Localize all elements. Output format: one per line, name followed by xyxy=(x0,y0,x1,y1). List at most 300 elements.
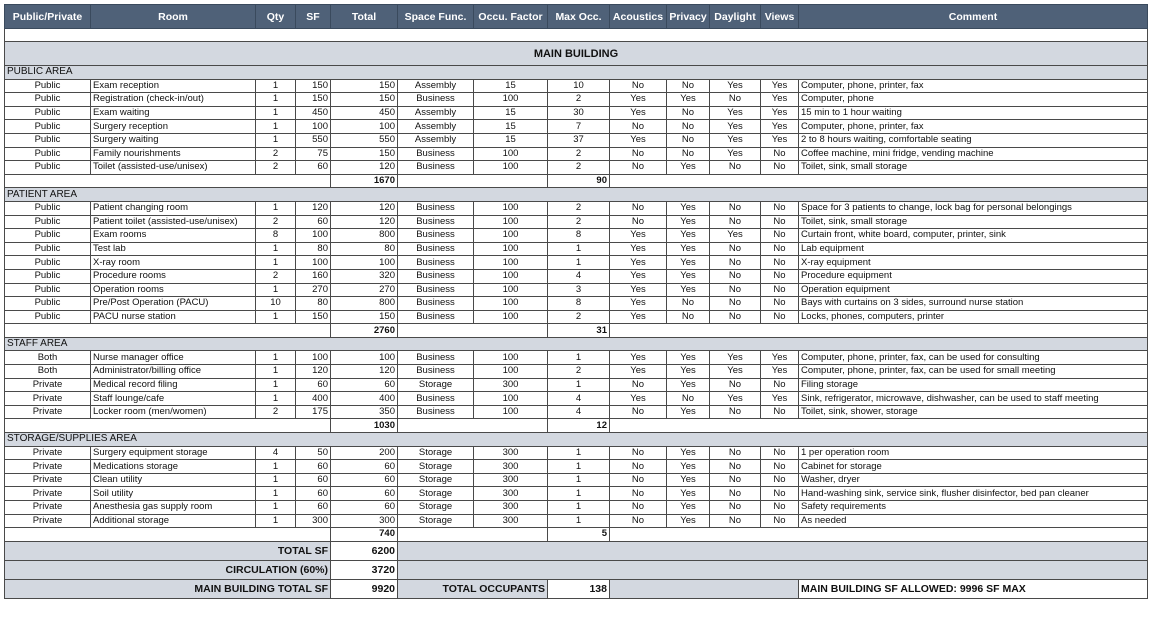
comment-cell: Toilet, sink, small storage xyxy=(799,161,1148,175)
qty-cell: 1 xyxy=(256,201,296,215)
views-cell: No xyxy=(761,446,799,460)
room-cell: PACU nurse station xyxy=(91,310,256,324)
sf-cell: 100 xyxy=(296,256,331,270)
total-cell: 120 xyxy=(331,365,398,379)
main-total-value: 9920 xyxy=(331,579,398,598)
sf-subtotal: 1030 xyxy=(331,419,398,433)
room-cell: Medications storage xyxy=(91,460,256,474)
header-sf: SF xyxy=(296,5,331,29)
acoustics-cell: Yes xyxy=(610,106,667,120)
subtotal-spacer xyxy=(398,419,548,433)
comment-cell: 1 per operation room xyxy=(799,446,1148,460)
table-row xyxy=(5,487,1148,501)
views-cell: Yes xyxy=(761,79,799,93)
views-cell: No xyxy=(761,283,799,297)
comment-cell: 15 min to 1 hour waiting xyxy=(799,106,1148,120)
subtotal-spacer xyxy=(5,324,331,338)
table-row xyxy=(5,106,1148,120)
public-private-cell: Public xyxy=(5,79,91,93)
space-func-cell: Business xyxy=(398,229,474,243)
views-cell: No xyxy=(761,460,799,474)
space-func-cell: Business xyxy=(398,365,474,379)
circulation-row xyxy=(5,560,1148,579)
room-cell: Clean utility xyxy=(91,473,256,487)
subtotal-spacer xyxy=(398,324,548,338)
sf-cell: 60 xyxy=(296,473,331,487)
table-row xyxy=(5,283,1148,297)
occu-factor-cell: 300 xyxy=(474,487,548,501)
table-row xyxy=(5,120,1148,134)
max-occ-cell: 2 xyxy=(548,161,610,175)
occu-factor-cell: 100 xyxy=(474,297,548,311)
subtotal-row xyxy=(5,324,1148,338)
privacy-cell: No xyxy=(667,79,710,93)
public-private-cell: Private xyxy=(5,405,91,419)
header-total: Total xyxy=(331,5,398,29)
privacy-cell: Yes xyxy=(667,269,710,283)
room-cell: Exam waiting xyxy=(91,106,256,120)
public-private-cell: Private xyxy=(5,392,91,406)
subtotal-spacer xyxy=(610,528,1148,542)
total-cell: 120 xyxy=(331,161,398,175)
sf-cell: 60 xyxy=(296,487,331,501)
header-daylight: Daylight xyxy=(710,5,761,29)
space-func-cell: Storage xyxy=(398,460,474,474)
room-cell: Surgery equipment storage xyxy=(91,446,256,460)
qty-cell: 8 xyxy=(256,229,296,243)
public-private-cell: Public xyxy=(5,229,91,243)
occu-factor-cell: 100 xyxy=(474,256,548,270)
sf-subtotal: 740 xyxy=(331,528,398,542)
daylight-cell: No xyxy=(710,269,761,283)
space-func-cell: Storage xyxy=(398,378,474,392)
views-cell: No xyxy=(761,297,799,311)
public-private-cell: Both xyxy=(5,365,91,379)
total-cell: 450 xyxy=(331,106,398,120)
acoustics-cell: No xyxy=(610,161,667,175)
space-func-cell: Assembly xyxy=(398,133,474,147)
total-cell: 60 xyxy=(331,501,398,515)
total-cell: 100 xyxy=(331,120,398,134)
space-func-cell: Storage xyxy=(398,487,474,501)
acoustics-cell: Yes xyxy=(610,269,667,283)
sf-cell: 100 xyxy=(296,229,331,243)
total-cell: 100 xyxy=(331,256,398,270)
space-func-cell: Business xyxy=(398,351,474,365)
privacy-cell: Yes xyxy=(667,283,710,297)
occu-factor-cell: 100 xyxy=(474,215,548,229)
header-privacy: Privacy xyxy=(667,5,710,29)
spacer-row xyxy=(5,29,1148,42)
max-occ-cell: 8 xyxy=(548,229,610,243)
acoustics-cell: Yes xyxy=(610,256,667,270)
table-row xyxy=(5,133,1148,147)
room-cell: Registration (check-in/out) xyxy=(91,93,256,107)
max-occ-cell: 3 xyxy=(548,283,610,297)
max-occ-cell: 1 xyxy=(548,473,610,487)
circulation-filler xyxy=(398,560,1148,579)
comment-cell: Procedure equipment xyxy=(799,269,1148,283)
table-row xyxy=(5,242,1148,256)
room-cell: Medical record filing xyxy=(91,378,256,392)
qty-cell: 1 xyxy=(256,283,296,297)
header-row xyxy=(5,5,1148,29)
views-cell: No xyxy=(761,405,799,419)
privacy-cell: Yes xyxy=(667,405,710,419)
sf-cell: 60 xyxy=(296,460,331,474)
table-row xyxy=(5,405,1148,419)
header-occu-factor: Occu. Factor xyxy=(474,5,548,29)
occu-factor-cell: 100 xyxy=(474,242,548,256)
acoustics-cell: No xyxy=(610,378,667,392)
public-private-cell: Public xyxy=(5,93,91,107)
privacy-cell: Yes xyxy=(667,446,710,460)
views-cell: No xyxy=(761,473,799,487)
max-occ-cell: 2 xyxy=(548,201,610,215)
space-func-cell: Business xyxy=(398,256,474,270)
total-cell: 350 xyxy=(331,405,398,419)
privacy-cell: Yes xyxy=(667,161,710,175)
comment-cell: Operation equipment xyxy=(799,283,1148,297)
daylight-cell: Yes xyxy=(710,79,761,93)
public-private-cell: Private xyxy=(5,473,91,487)
subtotal-spacer xyxy=(610,419,1148,433)
privacy-cell: No xyxy=(667,297,710,311)
privacy-cell: Yes xyxy=(667,215,710,229)
main-total-row xyxy=(5,579,1148,598)
daylight-cell: No xyxy=(710,473,761,487)
privacy-cell: Yes xyxy=(667,201,710,215)
table-row xyxy=(5,310,1148,324)
total-cell: 60 xyxy=(331,378,398,392)
occu-factor-cell: 300 xyxy=(474,514,548,528)
subtotal-spacer xyxy=(5,419,331,433)
total-occupants-label: TOTAL OCCUPANTS xyxy=(398,579,548,598)
total-cell: 120 xyxy=(331,215,398,229)
sf-cell: 100 xyxy=(296,351,331,365)
max-occ-cell: 1 xyxy=(548,242,610,256)
public-private-cell: Public xyxy=(5,106,91,120)
views-cell: No xyxy=(761,215,799,229)
section-header-row xyxy=(5,66,1148,80)
max-occ-cell: 1 xyxy=(548,378,610,392)
acoustics-cell: No xyxy=(610,501,667,515)
table-row xyxy=(5,392,1148,406)
qty-cell: 1 xyxy=(256,473,296,487)
room-cell: Exam rooms xyxy=(91,229,256,243)
views-cell: No xyxy=(761,229,799,243)
acoustics-cell: No xyxy=(610,147,667,161)
views-cell: No xyxy=(761,378,799,392)
sf-cell: 270 xyxy=(296,283,331,297)
table-row xyxy=(5,501,1148,515)
section-title: STORAGE/SUPPLIES AREA xyxy=(5,433,1148,447)
public-private-cell: Public xyxy=(5,256,91,270)
occu-factor-cell: 100 xyxy=(474,161,548,175)
views-cell: No xyxy=(761,147,799,161)
occu-factor-cell: 100 xyxy=(474,93,548,107)
total-cell: 150 xyxy=(331,79,398,93)
occu-factor-cell: 15 xyxy=(474,120,548,134)
occu-factor-cell: 15 xyxy=(474,79,548,93)
sf-allowed-note: MAIN BUILDING SF ALLOWED: 9996 SF MAX xyxy=(799,579,1148,598)
privacy-cell: No xyxy=(667,392,710,406)
table-row xyxy=(5,378,1148,392)
comment-cell: Cabinet for storage xyxy=(799,460,1148,474)
public-private-cell: Public xyxy=(5,242,91,256)
occu-factor-cell: 300 xyxy=(474,378,548,392)
daylight-cell: Yes xyxy=(710,229,761,243)
sf-cell: 50 xyxy=(296,446,331,460)
total-cell: 300 xyxy=(331,514,398,528)
daylight-cell: Yes xyxy=(710,106,761,120)
sf-cell: 150 xyxy=(296,310,331,324)
comment-cell: Computer, phone, printer, fax, can be used for consulting xyxy=(799,351,1148,365)
room-cell: Toilet (assisted-use/unisex) xyxy=(91,161,256,175)
max-occ-cell: 1 xyxy=(548,446,610,460)
space-func-cell: Business xyxy=(398,310,474,324)
acoustics-cell: No xyxy=(610,446,667,460)
space-func-cell: Business xyxy=(398,269,474,283)
total-cell: 80 xyxy=(331,242,398,256)
room-cell: Patient changing room xyxy=(91,201,256,215)
total-cell: 550 xyxy=(331,133,398,147)
room-cell: Staff lounge/cafe xyxy=(91,392,256,406)
public-private-cell: Both xyxy=(5,351,91,365)
daylight-cell: No xyxy=(710,514,761,528)
space-func-cell: Business xyxy=(398,161,474,175)
qty-cell: 1 xyxy=(256,351,296,365)
max-occ-cell: 1 xyxy=(548,256,610,270)
sf-cell: 550 xyxy=(296,133,331,147)
sf-cell: 160 xyxy=(296,269,331,283)
circulation-value: 3720 xyxy=(331,560,398,579)
table-row xyxy=(5,256,1148,270)
daylight-cell: Yes xyxy=(710,120,761,134)
header-public-private: Public/Private xyxy=(5,5,91,29)
privacy-cell: Yes xyxy=(667,242,710,256)
main-building-title: MAIN BUILDING xyxy=(5,42,1148,66)
views-cell: No xyxy=(761,256,799,270)
room-cell: Test lab xyxy=(91,242,256,256)
qty-cell: 2 xyxy=(256,269,296,283)
total-cell: 400 xyxy=(331,392,398,406)
total-cell: 120 xyxy=(331,201,398,215)
total-cell: 150 xyxy=(331,147,398,161)
total-sf-value: 6200 xyxy=(331,541,398,560)
sf-cell: 60 xyxy=(296,161,331,175)
main-total-gap xyxy=(610,579,799,598)
acoustics-cell: No xyxy=(610,487,667,501)
total-cell: 800 xyxy=(331,229,398,243)
privacy-cell: Yes xyxy=(667,229,710,243)
room-cell: Surgery reception xyxy=(91,120,256,134)
qty-cell: 2 xyxy=(256,405,296,419)
space-func-cell: Storage xyxy=(398,501,474,515)
public-private-cell: Public xyxy=(5,201,91,215)
views-cell: Yes xyxy=(761,133,799,147)
views-cell: Yes xyxy=(761,351,799,365)
privacy-cell: No xyxy=(667,147,710,161)
comment-cell: Sink, refrigerator, microwave, dishwasher, can be used to staff meeting xyxy=(799,392,1148,406)
privacy-cell: No xyxy=(667,106,710,120)
room-cell: Patient toilet (assisted-use/unisex) xyxy=(91,215,256,229)
privacy-cell: Yes xyxy=(667,93,710,107)
qty-cell: 1 xyxy=(256,106,296,120)
space-func-cell: Business xyxy=(398,392,474,406)
sf-subtotal: 1670 xyxy=(331,174,398,188)
daylight-cell: No xyxy=(710,215,761,229)
qty-cell: 1 xyxy=(256,133,296,147)
qty-cell: 1 xyxy=(256,256,296,270)
table-row xyxy=(5,229,1148,243)
public-private-cell: Public xyxy=(5,133,91,147)
privacy-cell: No xyxy=(667,133,710,147)
daylight-cell: Yes xyxy=(710,147,761,161)
subtotal-spacer xyxy=(398,174,548,188)
comment-cell: Curtain front, white board, computer, printer, sink xyxy=(799,229,1148,243)
main-total-label: MAIN BUILDING TOTAL SF xyxy=(5,579,331,598)
comment-cell: Toilet, sink, shower, storage xyxy=(799,405,1148,419)
views-cell: Yes xyxy=(761,365,799,379)
privacy-cell: No xyxy=(667,310,710,324)
daylight-cell: No xyxy=(710,487,761,501)
qty-cell: 2 xyxy=(256,215,296,229)
header-qty: Qty xyxy=(256,5,296,29)
comment-cell: Computer, phone, printer, fax, can be used for small meeting xyxy=(799,365,1148,379)
views-cell: No xyxy=(761,269,799,283)
room-cell: Administrator/billing office xyxy=(91,365,256,379)
sf-cell: 60 xyxy=(296,215,331,229)
comment-cell: Computer, phone xyxy=(799,93,1148,107)
subtotal-spacer xyxy=(398,528,548,542)
table-row xyxy=(5,93,1148,107)
qty-cell: 1 xyxy=(256,79,296,93)
acoustics-cell: No xyxy=(610,120,667,134)
acoustics-cell: Yes xyxy=(610,283,667,297)
views-cell: Yes xyxy=(761,93,799,107)
table-row xyxy=(5,201,1148,215)
views-cell: No xyxy=(761,487,799,501)
privacy-cell: Yes xyxy=(667,378,710,392)
total-cell: 60 xyxy=(331,473,398,487)
table-row xyxy=(5,446,1148,460)
max-occ-cell: 2 xyxy=(548,215,610,229)
room-cell: Nurse manager office xyxy=(91,351,256,365)
views-cell: Yes xyxy=(761,106,799,120)
daylight-cell: No xyxy=(710,283,761,297)
sf-cell: 450 xyxy=(296,106,331,120)
table-row xyxy=(5,297,1148,311)
max-occ-cell: 1 xyxy=(548,514,610,528)
qty-cell: 1 xyxy=(256,310,296,324)
acoustics-cell: Yes xyxy=(610,365,667,379)
occu-factor-cell: 100 xyxy=(474,269,548,283)
room-cell: Soil utility xyxy=(91,487,256,501)
sf-cell: 150 xyxy=(296,93,331,107)
occu-factor-cell: 300 xyxy=(474,460,548,474)
comment-cell: Lab equipment xyxy=(799,242,1148,256)
occu-factor-cell: 100 xyxy=(474,351,548,365)
occupancy-subtotal: 31 xyxy=(548,324,610,338)
room-cell: Surgery waiting xyxy=(91,133,256,147)
comment-cell: Hand-washing sink, service sink, flusher disinfector, bed pan cleaner xyxy=(799,487,1148,501)
qty-cell: 4 xyxy=(256,446,296,460)
total-occupants-value: 138 xyxy=(548,579,610,598)
room-cell: Anesthesia gas supply room xyxy=(91,501,256,515)
max-occ-cell: 4 xyxy=(548,392,610,406)
daylight-cell: No xyxy=(710,161,761,175)
total-cell: 320 xyxy=(331,269,398,283)
comment-cell: Washer, dryer xyxy=(799,473,1148,487)
room-cell: Operation rooms xyxy=(91,283,256,297)
qty-cell: 1 xyxy=(256,514,296,528)
privacy-cell: Yes xyxy=(667,365,710,379)
header-views: Views xyxy=(761,5,799,29)
total-cell: 100 xyxy=(331,351,398,365)
table-row xyxy=(5,147,1148,161)
comment-cell: Bays with curtains on 3 sides, surround nurse station xyxy=(799,297,1148,311)
public-private-cell: Public xyxy=(5,120,91,134)
occu-factor-cell: 100 xyxy=(474,310,548,324)
occu-factor-cell: 300 xyxy=(474,501,548,515)
public-private-cell: Private xyxy=(5,446,91,460)
qty-cell: 2 xyxy=(256,147,296,161)
comment-cell: Toilet, sink, small storage xyxy=(799,215,1148,229)
qty-cell: 1 xyxy=(256,120,296,134)
daylight-cell: Yes xyxy=(710,351,761,365)
max-occ-cell: 1 xyxy=(548,460,610,474)
table-row xyxy=(5,215,1148,229)
room-cell: Family nourishments xyxy=(91,147,256,161)
acoustics-cell: No xyxy=(610,201,667,215)
program-table xyxy=(4,4,1148,599)
max-occ-cell: 30 xyxy=(548,106,610,120)
table-row xyxy=(5,514,1148,528)
room-cell: Locker room (men/women) xyxy=(91,405,256,419)
sf-cell: 120 xyxy=(296,365,331,379)
section-title: PATIENT AREA xyxy=(5,188,1148,202)
qty-cell: 2 xyxy=(256,161,296,175)
header-room: Room xyxy=(91,5,256,29)
qty-cell: 1 xyxy=(256,392,296,406)
occu-factor-cell: 100 xyxy=(474,365,548,379)
acoustics-cell: Yes xyxy=(610,351,667,365)
max-occ-cell: 2 xyxy=(548,310,610,324)
daylight-cell: Yes xyxy=(710,365,761,379)
table-row xyxy=(5,269,1148,283)
room-cell: Additional storage xyxy=(91,514,256,528)
table-row xyxy=(5,460,1148,474)
space-func-cell: Business xyxy=(398,242,474,256)
space-func-cell: Business xyxy=(398,147,474,161)
header-max-occ: Max Occ. xyxy=(548,5,610,29)
space-func-cell: Business xyxy=(398,405,474,419)
max-occ-cell: 4 xyxy=(548,405,610,419)
public-private-cell: Public xyxy=(5,269,91,283)
max-occ-cell: 37 xyxy=(548,133,610,147)
comment-cell: 2 to 8 hours waiting, comfortable seating xyxy=(799,133,1148,147)
room-cell: X-ray room xyxy=(91,256,256,270)
space-func-cell: Storage xyxy=(398,446,474,460)
acoustics-cell: No xyxy=(610,460,667,474)
daylight-cell: No xyxy=(710,93,761,107)
max-occ-cell: 1 xyxy=(548,501,610,515)
comment-cell: Space for 3 patients to change, lock bag for personal belongings xyxy=(799,201,1148,215)
max-occ-cell: 1 xyxy=(548,487,610,501)
acoustics-cell: No xyxy=(610,473,667,487)
privacy-cell: Yes xyxy=(667,473,710,487)
